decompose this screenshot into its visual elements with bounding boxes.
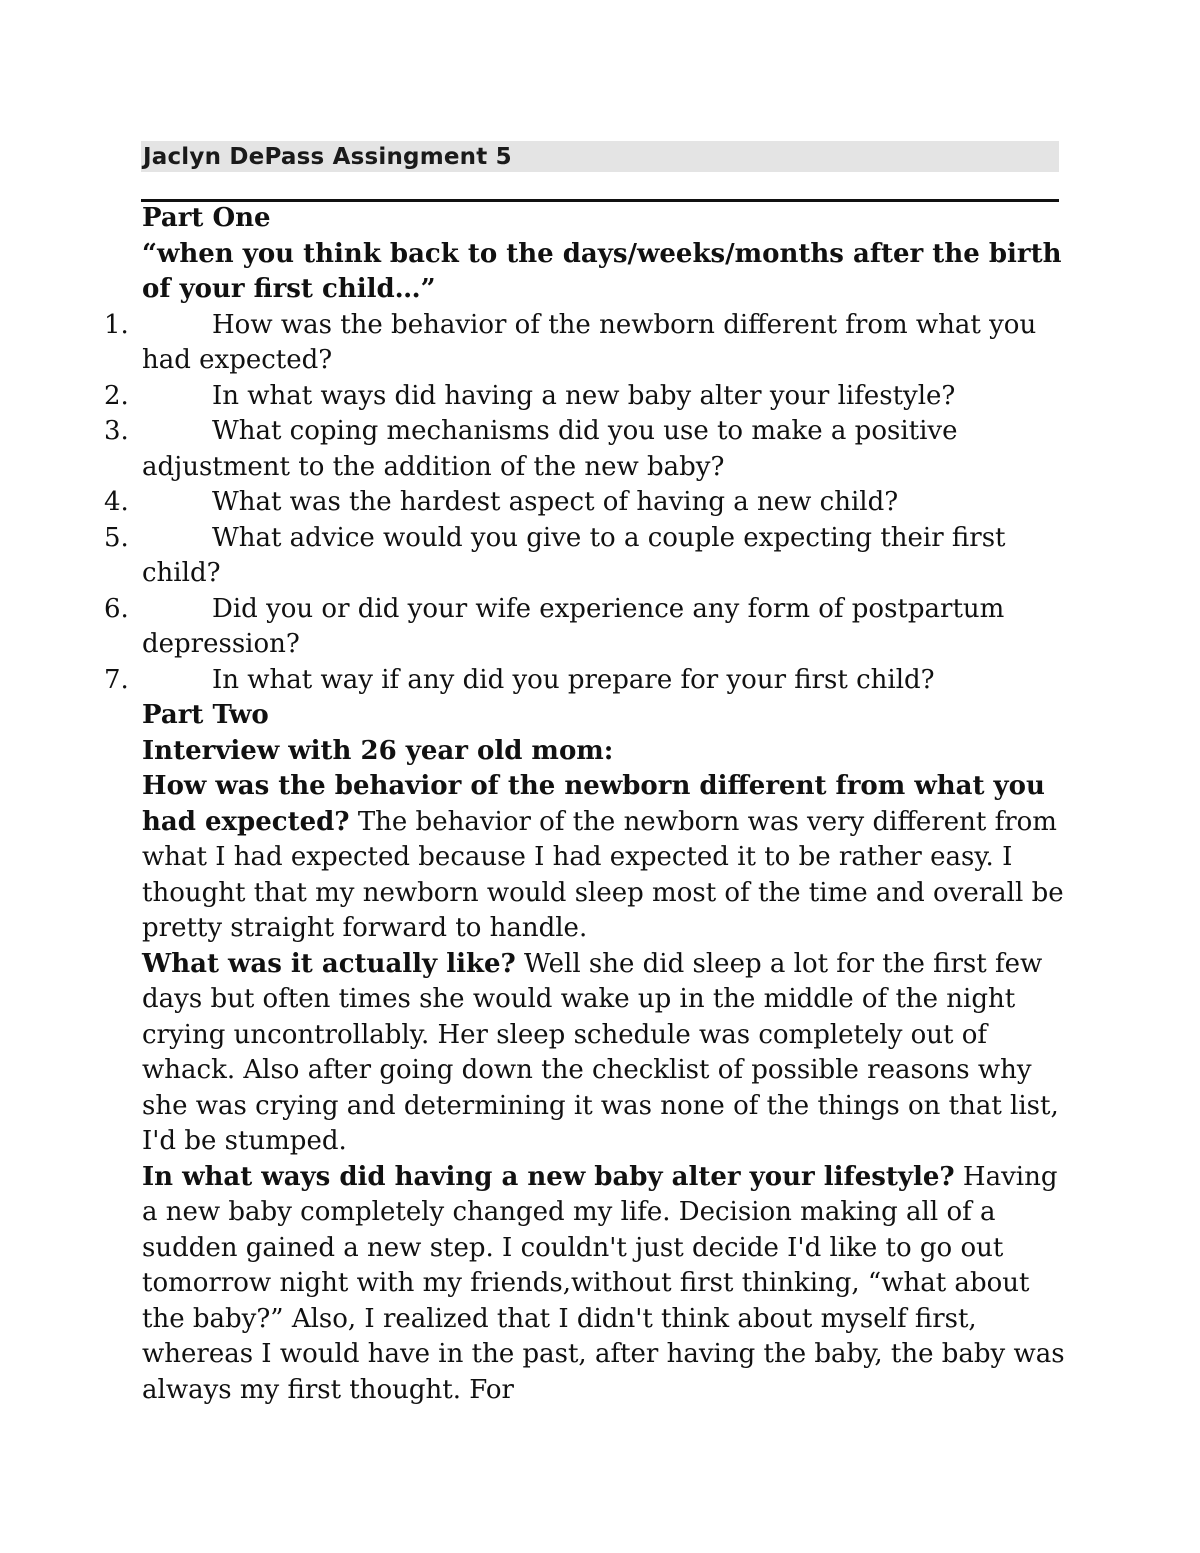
question-item bbox=[104, 521, 1067, 592]
part-one-prompt: “when you think back to the days/weeks/months after the birth of your first child…” bbox=[142, 238, 1062, 304]
question-text: In what way if any did you prepare for your first child? bbox=[212, 664, 935, 695]
question-text: What coping mechanisms did you use to make a positive adjustment to the addition of the new baby? bbox=[142, 416, 958, 482]
interview-answer bbox=[142, 1160, 1067, 1409]
question-number: 1. bbox=[104, 309, 129, 340]
interview-response: Having a new baby completely changed my life. Decision making all of a sudden gained a new step. I couldn't just decide I'd like to go out tomorrow night with my friends,without first thinking, “what about the baby?” Also, I realized that I didn't think about myself first, whereas I would have in the past, after having the baby, the baby was always my first thought. For bbox=[142, 1161, 1065, 1405]
question-number: 2. bbox=[104, 380, 129, 411]
document-body bbox=[104, 201, 1067, 1408]
question-item bbox=[104, 308, 1067, 379]
question-text: What advice would you give to a couple expecting their first child? bbox=[142, 522, 1006, 588]
question-item bbox=[104, 592, 1067, 663]
question-number: 4. bbox=[104, 487, 129, 517]
question-text: Did you or did your wife experience any form of postpartum depression? bbox=[142, 593, 1005, 659]
interview-question: What was it actually like? bbox=[142, 948, 516, 979]
interview-response: The behavior of the newborn was very different from what I had expected because I had expected it to be rather easy. I thought that my newborn would sleep most of the time and overall be pretty straight forward to handle. bbox=[142, 806, 1064, 943]
question-text: How was the behavior of the newborn different from what you had expected? bbox=[142, 309, 1037, 375]
question-number: 6. bbox=[104, 593, 129, 624]
question-item bbox=[104, 414, 1067, 485]
interview-answer bbox=[142, 769, 1067, 947]
question-item bbox=[104, 485, 1067, 521]
part-one-heading: Part One bbox=[142, 203, 271, 233]
part-two-subheading: Interview with 26 year old mom: bbox=[142, 735, 614, 766]
question-number: 7. bbox=[104, 664, 129, 695]
document-title: Jaclyn DePass Assingment 5 bbox=[143, 144, 512, 170]
question-text: What was the hardest aspect of having a new child? bbox=[212, 487, 899, 517]
question-text: In what ways did having a new baby alter your lifestyle? bbox=[212, 380, 956, 411]
interview-response: Well she did sleep a lot for the first few days but often times she would wake up in the middle of the night crying uncontrollably. Her sleep schedule was completely out of whack. Also after going down the checklist of possible reasons why she was crying and determining it was none of the things on that list, I'd be stumped. bbox=[142, 948, 1059, 1156]
question-item bbox=[104, 663, 1067, 699]
question-item bbox=[104, 379, 1067, 415]
question-number: 5. bbox=[104, 522, 129, 553]
interview-question: How was the behavior of the newborn different from what you had expected? bbox=[142, 771, 1045, 837]
interview-answer bbox=[142, 947, 1067, 1160]
question-number: 3. bbox=[104, 416, 129, 446]
part-two-heading: Part Two bbox=[142, 700, 269, 730]
interview-question: In what ways did having a new baby alter your lifestyle? bbox=[142, 1161, 955, 1192]
question-list bbox=[104, 308, 1067, 699]
